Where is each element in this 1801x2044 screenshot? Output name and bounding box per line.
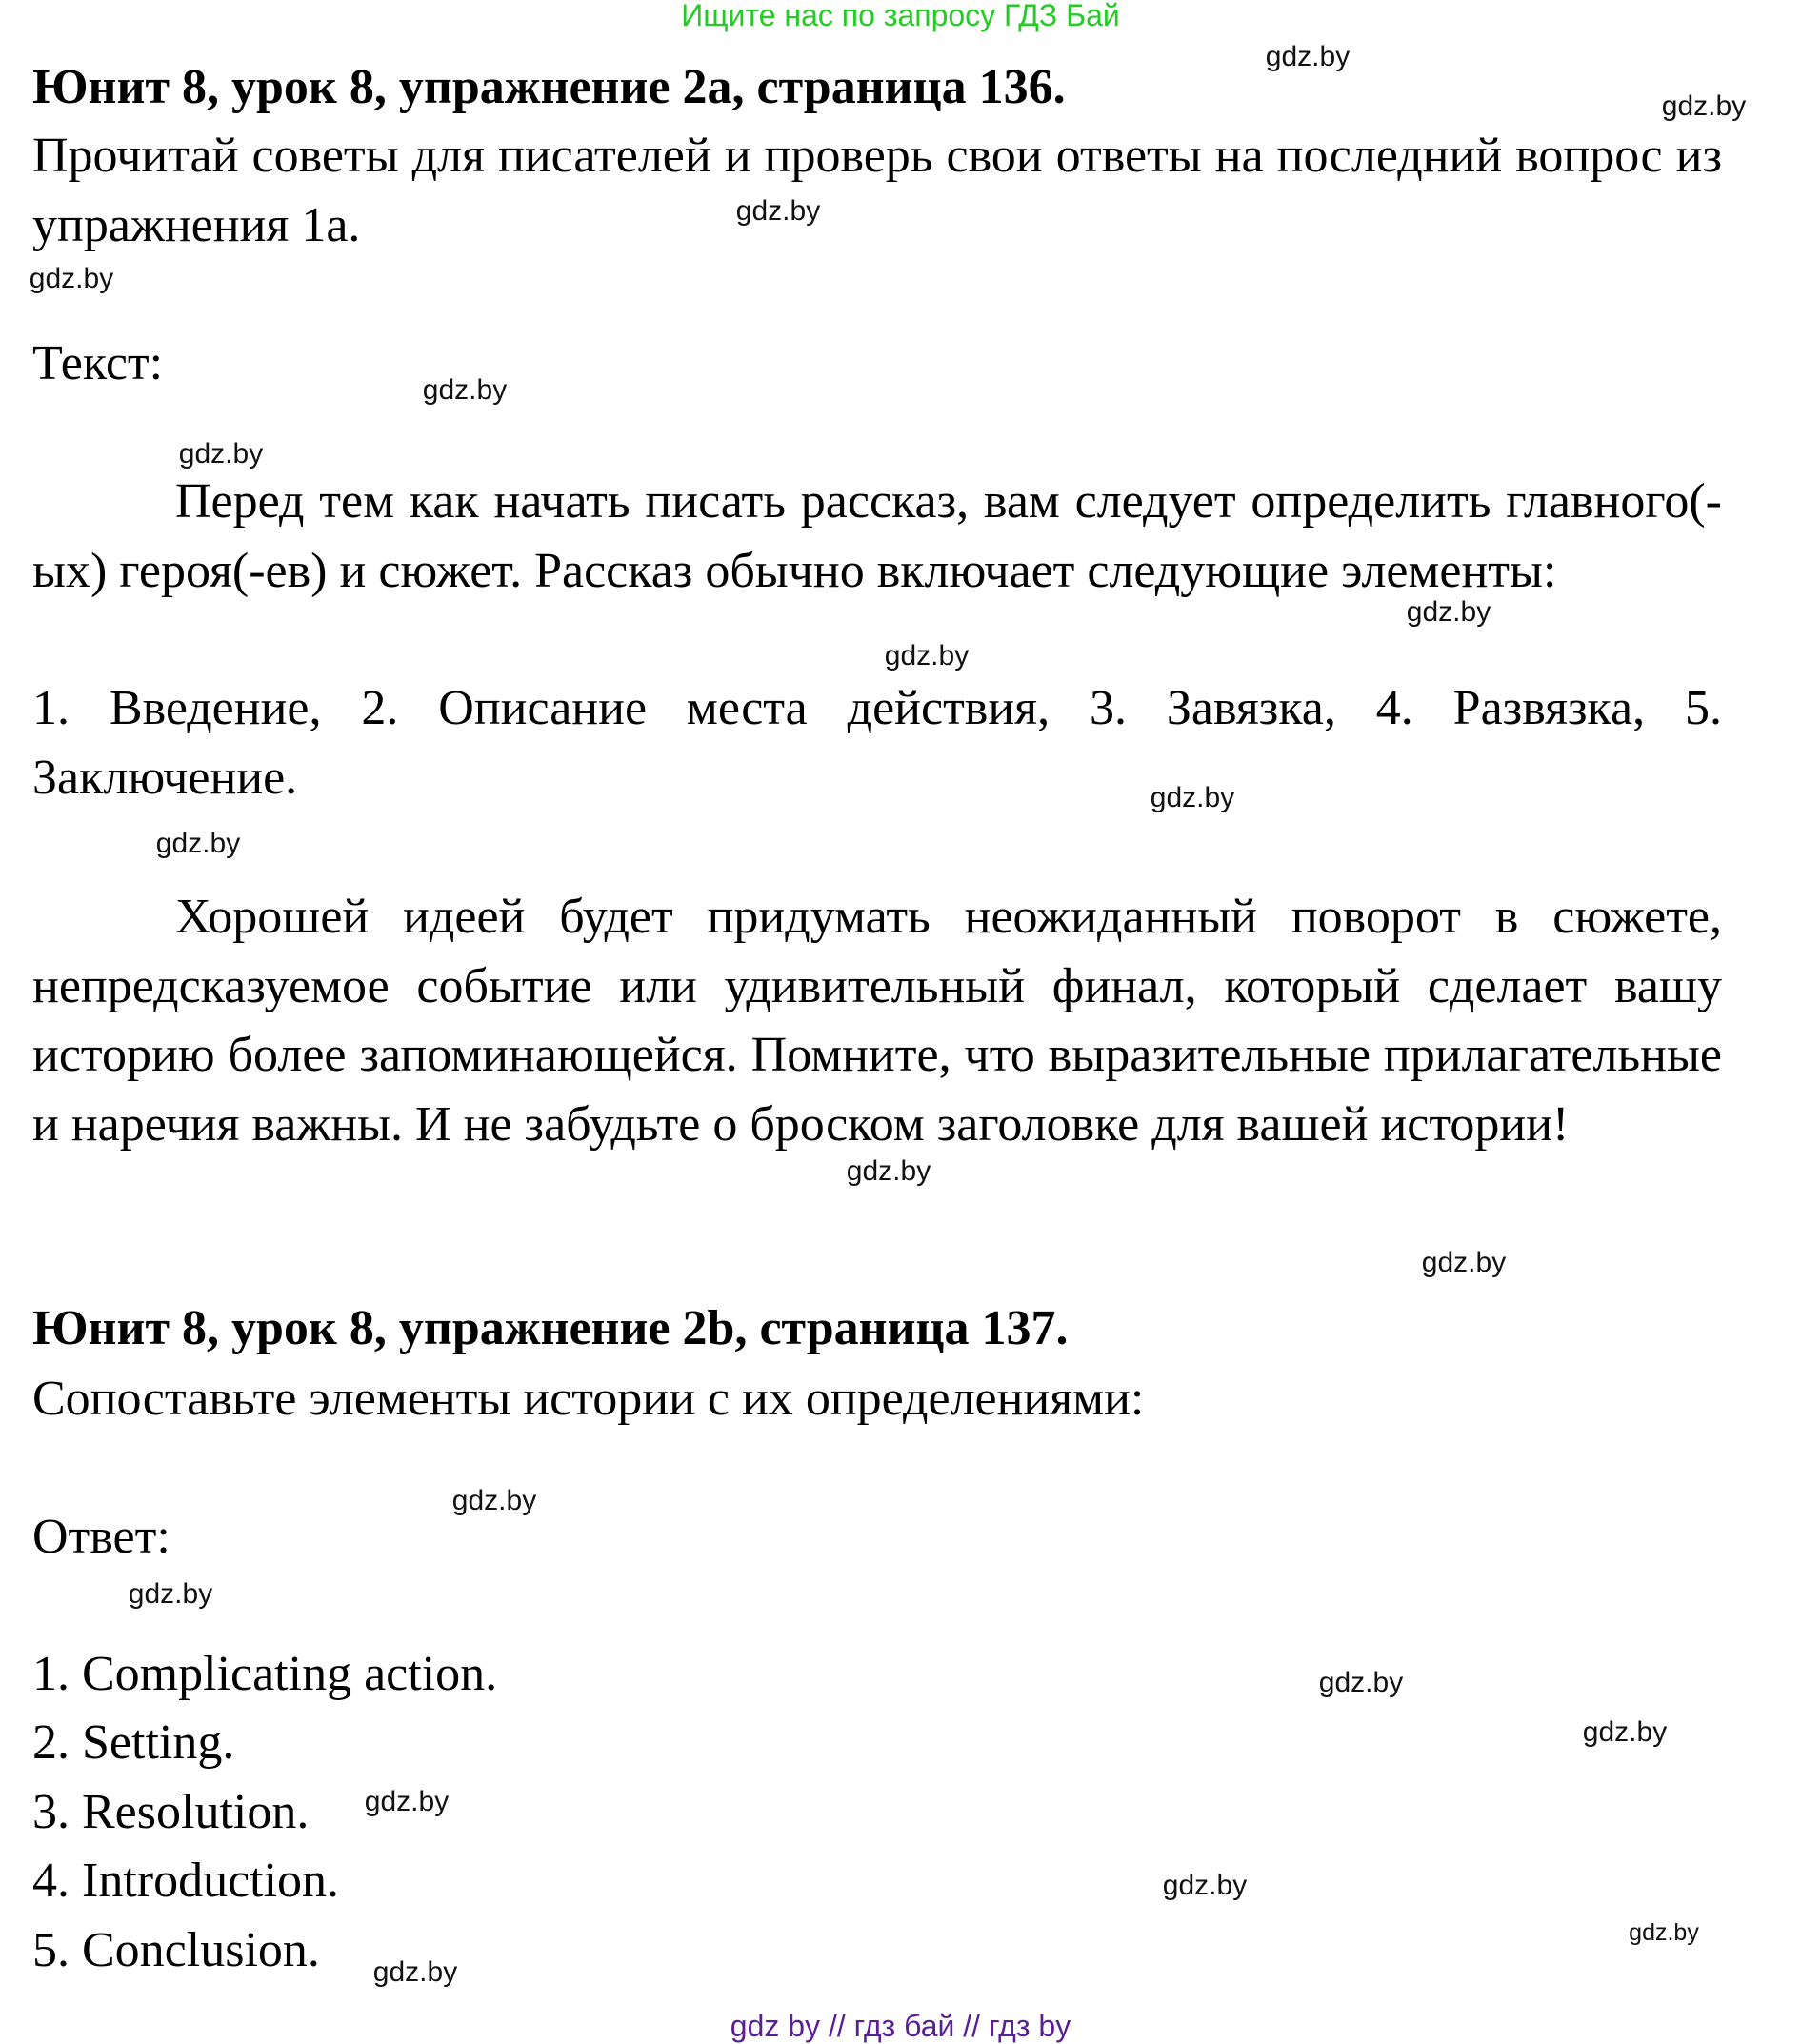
watermark: gdz.by [1318, 1667, 1404, 1698]
watermark: gdz.by [128, 1578, 213, 1610]
watermark: gdz.by [422, 374, 508, 406]
watermark: gdz.by [1150, 782, 1235, 813]
watermark: gdz.by [1406, 596, 1491, 628]
answer-label: Ответ: [32, 1510, 170, 1564]
elements-list: 1. Введение, 2. Описание места действия, 3. Завязка, 4. Развязка, 5. Заключение. [32, 681, 1722, 805]
answer-item: 1. Complicating action. [32, 1647, 498, 1701]
section-a-title: Юнит 8, урок 8, упражнение 2a, страница 136. [32, 60, 1066, 114]
paragraph-2: Хорошей идеей будет придумать неожиданный поворот в сюжете, непредсказуемое событие или удивительный финал, который сделает вашу историю более запоминающейся. Помните, что выразительные прилагательные и наречия важны. И не забудьте о броском заголовке для вашей истории! [32, 890, 1722, 1152]
watermark: gdz.by [29, 263, 114, 294]
section-a-instruction: Прочитай советы для писателей и проверь свои ответы на последний вопрос из упражнения 1a. [32, 129, 1722, 252]
section-b-title: Юнит 8, урок 8, упражнение 2b, страница 137. [32, 1301, 1069, 1355]
watermark: gdz.by [451, 1485, 537, 1516]
watermark: gdz.by [1162, 1870, 1248, 1901]
watermark: gdz.by [846, 1155, 931, 1187]
answer-item: 4. Introduction. [32, 1854, 340, 1908]
watermark: gdz.by [1421, 1247, 1507, 1278]
watermark: gdz.by [1265, 41, 1351, 72]
watermark: gdz.by [1661, 90, 1747, 122]
watermark: gdz.by [372, 1956, 458, 1988]
paragraph-1: Перед тем как начать писать рассказ, вам следует определить главного(-ых) героя(-ев) и сюжет. Рассказ обычно включает следующие элементы: [32, 474, 1722, 598]
promo-banner[interactable]: Ищите нас по запросу ГДЗ Бай [681, 0, 1120, 32]
watermark: gdz.by [178, 438, 264, 470]
text-label: Текст: [32, 336, 164, 391]
answer-item: 3. Resolution. [32, 1785, 310, 1839]
section-b-instruction: Сопоставьте элементы истории с их определениями: [32, 1372, 1145, 1426]
watermark: gdz.by [884, 640, 970, 671]
watermark: gdz.by [735, 195, 821, 227]
watermark: gdz.by [364, 1786, 450, 1817]
footer-links[interactable]: gdz by // гдз бай // гдз by [730, 2009, 1071, 2043]
answer-item: 5. Conclusion. [32, 1923, 320, 1977]
answer-item: 2. Setting. [32, 1715, 235, 1770]
watermark: gdz.by [155, 828, 241, 859]
watermark: gdz.by [1582, 1716, 1668, 1748]
watermark: gdz.by [1629, 1919, 1699, 1946]
